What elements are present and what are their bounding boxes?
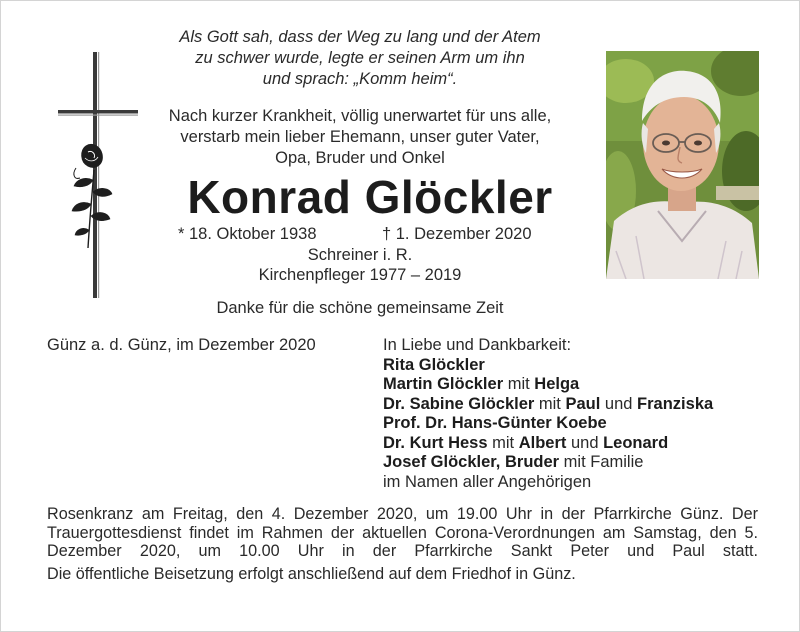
mourner-name: Prof. Dr. Hans-Günter Koebe <box>383 414 607 432</box>
rose-icon <box>68 140 118 250</box>
poem-line: zu schwer wurde, legte er seinen Arm um ihn <box>195 49 525 67</box>
announcement-line: verstarb mein lieber Ehemann, unser guter Vater, <box>180 128 540 146</box>
church-office: Kirchenpfleger 1977 – 2019 <box>258 266 462 284</box>
connector: mit <box>487 433 519 452</box>
death-date: † 1. Dezember 2020 <box>382 225 532 243</box>
connector: und <box>600 394 638 413</box>
occupation: Schreiner i. R. <box>307 246 413 264</box>
connector: mit Familie <box>559 453 644 471</box>
announcement-line: Nach kurzer Krankheit, völlig unerwartet für uns alle, <box>168 107 552 125</box>
poem-line: Als Gott sah, dass der Weg zu lang und der Atem <box>179 28 541 46</box>
mourner-name: Rita Glöckler <box>383 355 485 374</box>
deceased-details <box>140 245 580 285</box>
connector: mit <box>503 375 535 393</box>
mourners-list <box>383 336 713 492</box>
place-date: Günz a. d. Günz, im Dezember 2020 <box>47 336 316 354</box>
list-item <box>383 375 713 395</box>
list-item <box>383 434 713 454</box>
service-info: Rosenkranz am Freitag, den 4. Dezember 2020, um 19.00 Uhr in der Pfarrkirche Günz. Der Trauergottesdienst findet im Rahmen der aktuellen Corona-Verordnungen am Samstag, den 5. Dezember 2020, um 10.00 Uhr in der Pfarrkirche Sankt Peter und Paul statt. <box>47 505 758 560</box>
mourner-name: Albert <box>518 433 567 452</box>
birth-date: * 18. Oktober 1938 <box>178 225 317 243</box>
mourners-closing: im Namen aller Angehörigen <box>383 472 592 491</box>
connector: mit <box>534 394 566 413</box>
list-item <box>383 414 713 434</box>
funeral-notice <box>47 505 758 583</box>
announcement-line: Opa, Bruder und Onkel <box>275 149 445 167</box>
mourner-name: Dr. Kurt Hess <box>383 433 488 452</box>
list-item <box>383 395 713 415</box>
announcement-text <box>140 106 580 169</box>
mourner-name: Helga <box>534 375 580 393</box>
mourner-name: Paul <box>565 394 601 413</box>
connector: und <box>566 433 604 452</box>
mourner-name: Leonard <box>603 433 669 452</box>
mourner-name: Josef Glöckler, Bruder <box>383 453 560 471</box>
mourner-name: Martin Glöckler <box>383 375 504 393</box>
poem <box>140 27 580 90</box>
mourner-name: Franziska <box>637 394 714 413</box>
burial-info: Die öffentliche Beisetzung erfolgt anschließend auf dem Friedhof in Günz. <box>47 564 576 583</box>
poem-line: und sprach: „Komm heim“. <box>262 70 458 88</box>
list-item <box>383 453 713 473</box>
mourners-intro: In Liebe und Dankbarkeit: <box>383 336 572 354</box>
thanks-line: Danke für die schöne gemeinsame Zeit <box>216 299 504 317</box>
list-item <box>383 356 713 376</box>
portrait-photo <box>606 51 759 279</box>
deceased-name: Konrad Glöckler <box>187 171 553 223</box>
mourner-name: Dr. Sabine Glöckler <box>383 394 535 413</box>
